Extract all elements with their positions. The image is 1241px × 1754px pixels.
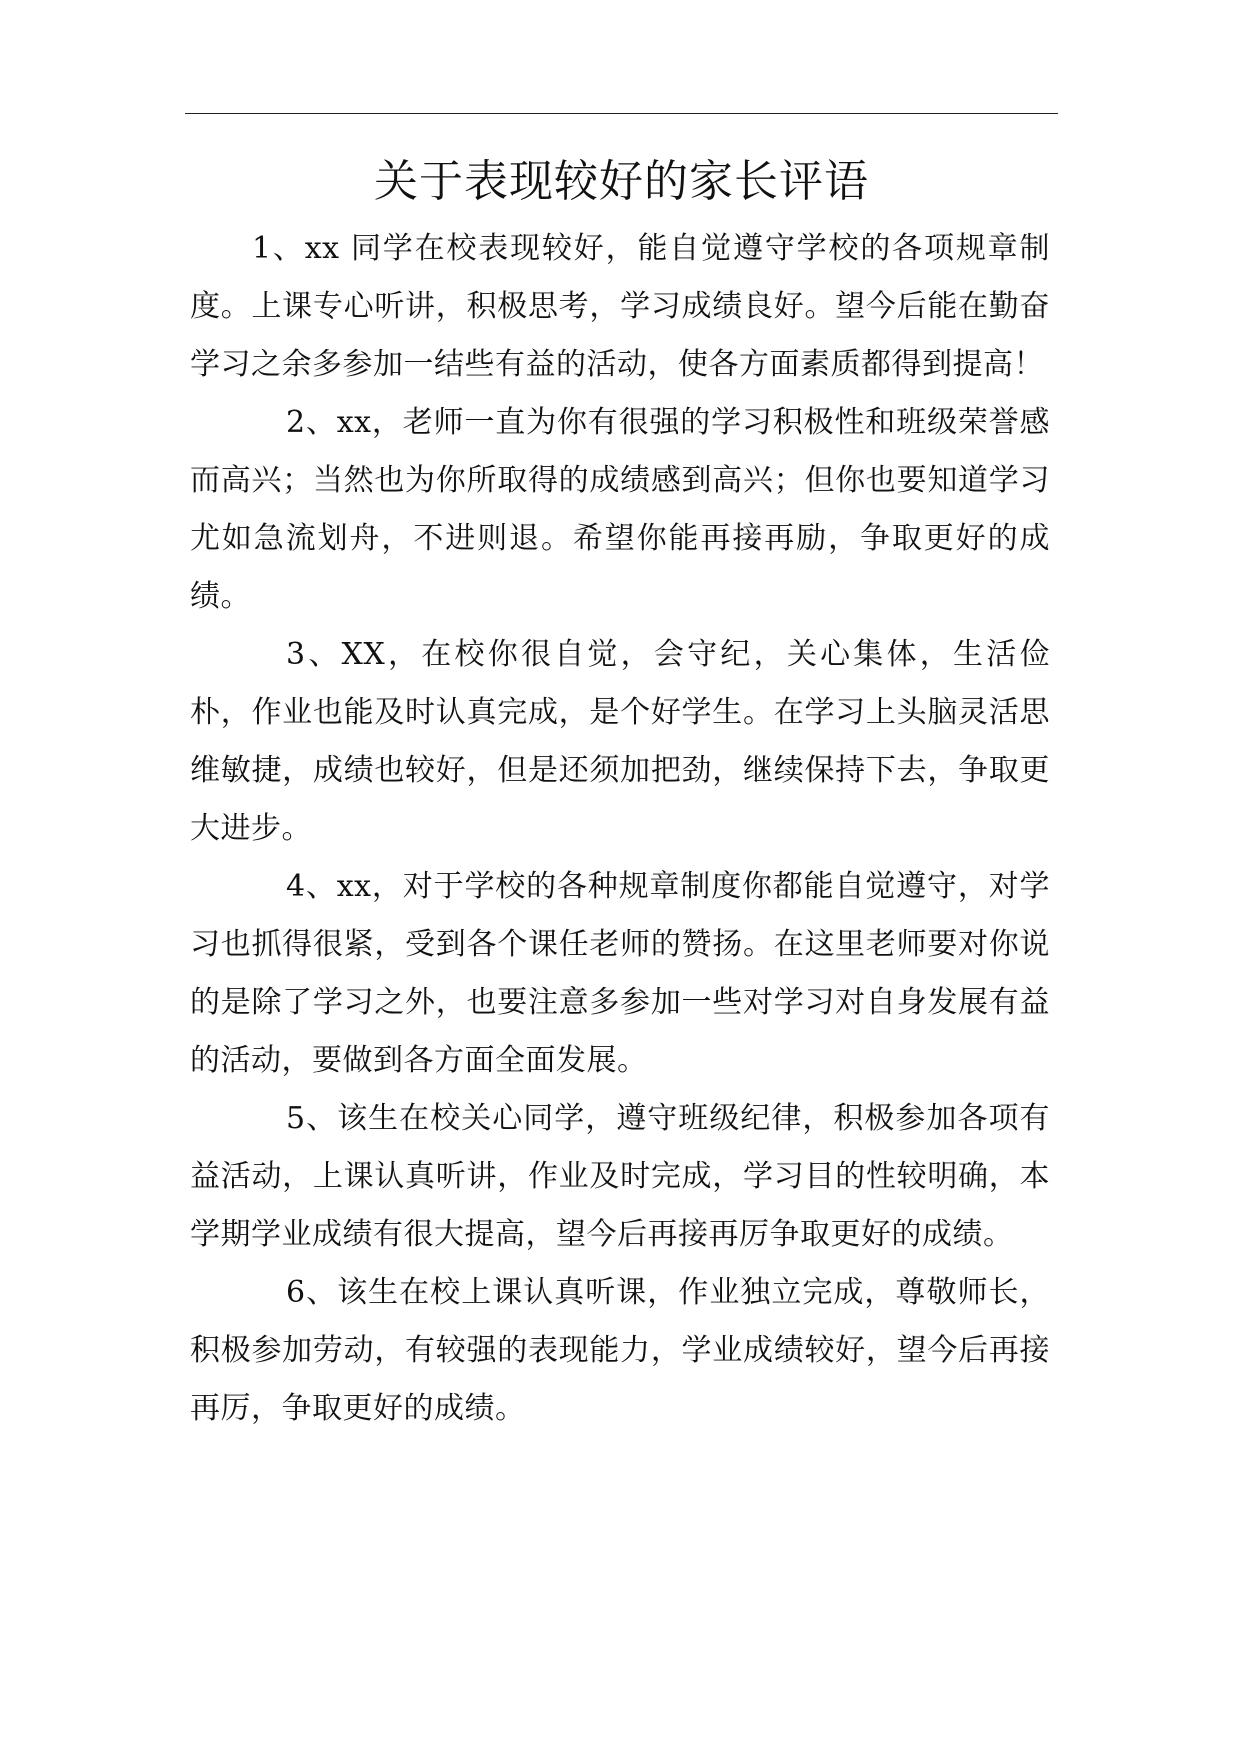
- comment-paragraph-3: 3、XX，在校你很自觉，会守纪，关心集体，生活俭朴，作业也能及时认真完成，是个好学生。在学习上头脑灵活思维敏捷，成绩也较好，但是还须加把劲，继续保持下去，争取更大进步。: [190, 637, 1050, 846]
- comment-paragraph-1: 1、xx 同学在校表现较好，能自觉遵守学校的各项规章制度。上课专心听讲，积极思考，学习成绩良好。望今后能在勤奋学习之余多参加一结些有益的活动，使各方面素质都得到提高！: [190, 231, 1050, 382]
- comment-paragraph-4: 4、xx，对于学校的各种规章制度你都能自觉遵守，对学习也抓得很紧，受到各个课任老师的赞扬。在这里老师要对你说的是除了学习之外，也要注意多参加一些对学习对自身发展有益的活动，要做到各方面全面发展。: [190, 869, 1050, 1078]
- header-rule: [185, 113, 1058, 114]
- comment-paragraph-5: 5、该生在校关心同学，遵守班级纪律，积极参加各项有益活动，上课认真听讲，作业及时完成，学习目的性较明确，本学期学业成绩有很大提高，望今后再接再厉争取更好的成绩。: [190, 1101, 1050, 1252]
- comment-paragraph-2: 2、xx，老师一直为你有很强的学习积极性和班级荣誉感而高兴；当然也为你所取得的成绩感到高兴；但你也要知道学习尤如急流划舟，不进则退。希望你能再接再励，争取更好的成绩。: [190, 405, 1050, 614]
- document-body: [190, 220, 1050, 1438]
- comment-paragraph-6: 6、该生在校上课认真听课，作业独立完成，尊敬师长，积极参加劳动，有较强的表现能力，学业成绩较好，望今后再接再厉，争取更好的成绩。: [190, 1275, 1050, 1426]
- document-title: 关于表现较好的家长评语: [374, 156, 869, 207]
